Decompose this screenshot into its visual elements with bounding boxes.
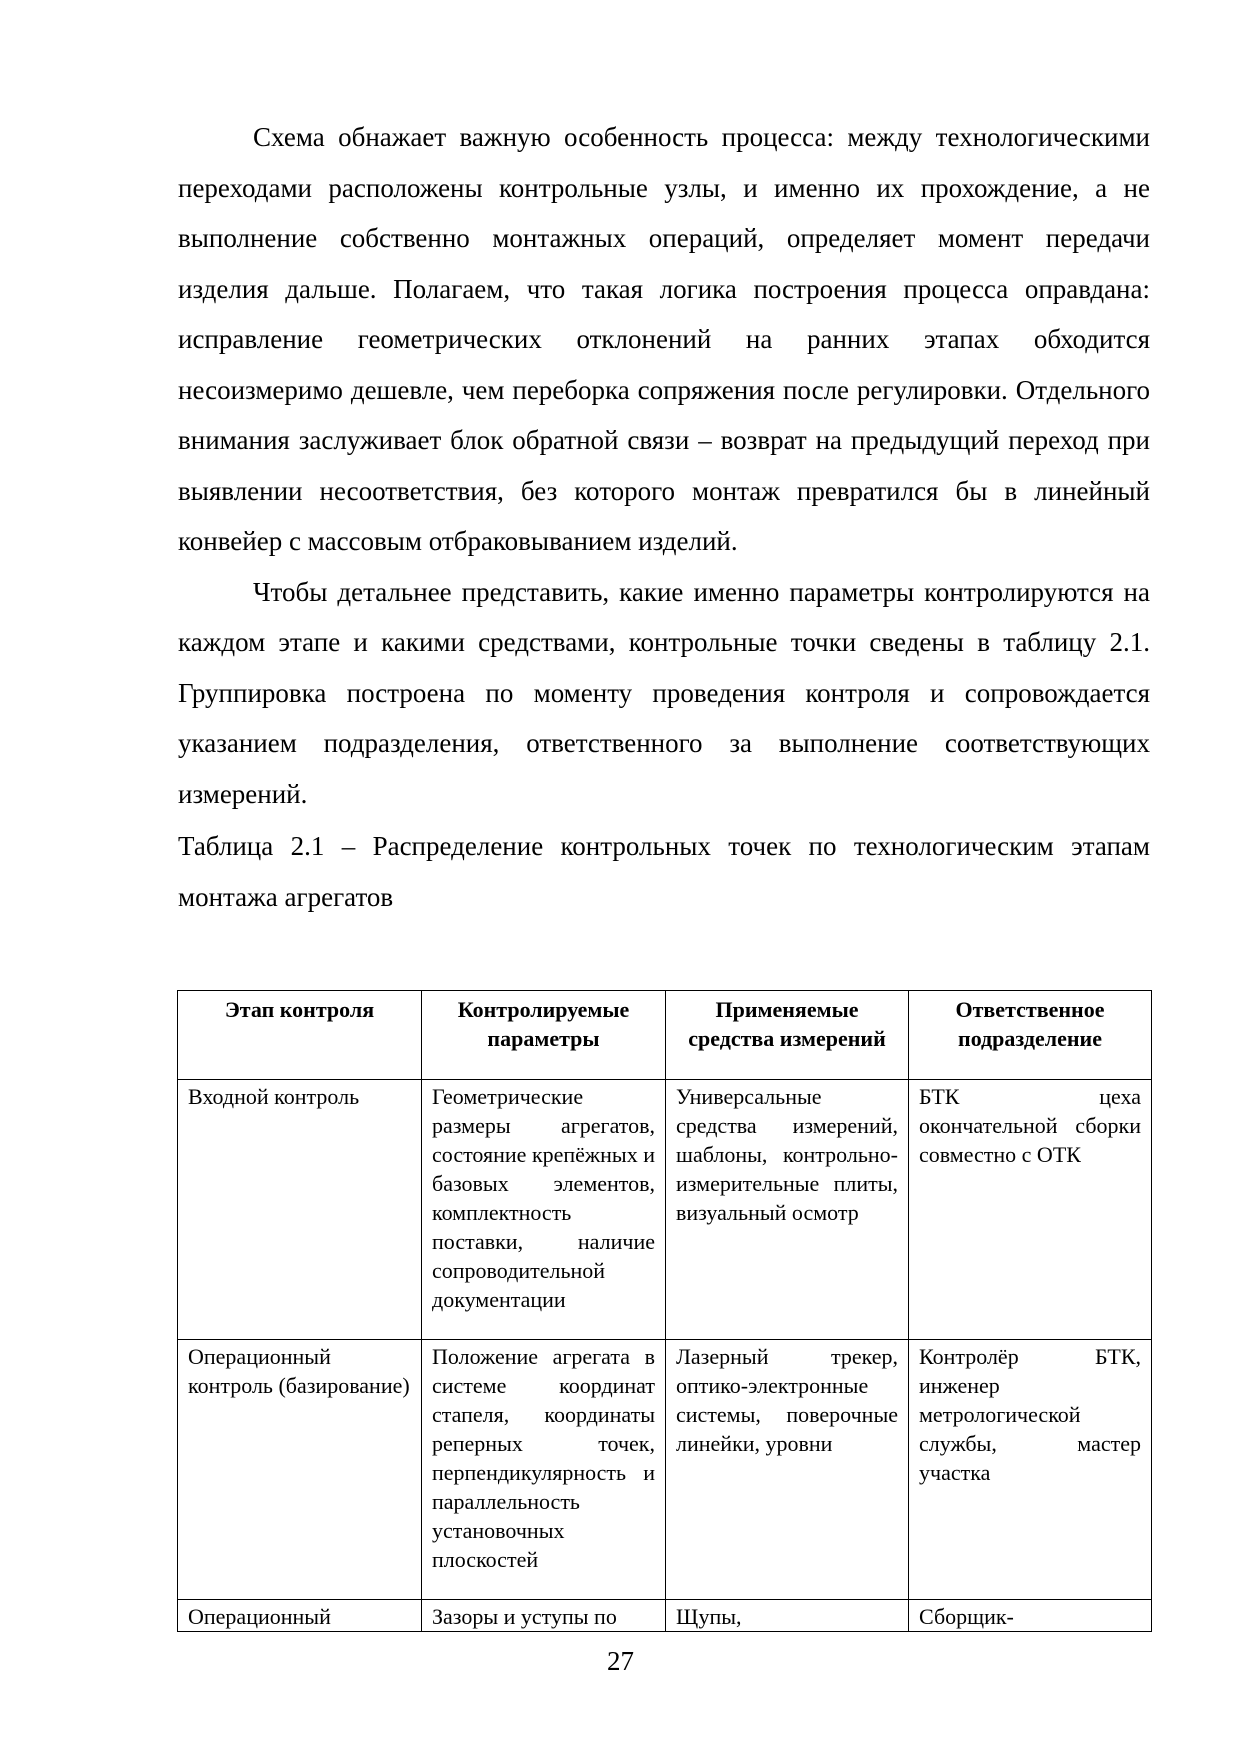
- cell-department: Контролёр БТК, инженер метрологической службы, мастер участка: [909, 1340, 1152, 1600]
- page-number: 27: [607, 1646, 634, 1676]
- header-instruments: Применяемые средства измерений: [666, 991, 909, 1080]
- table-row: [178, 1340, 1152, 1600]
- table-caption: Таблица 2.1 – Распределение контрольных точек по технологическим этапам монтажа агрегатов: [178, 831, 1150, 912]
- table-row: [178, 1080, 1152, 1340]
- cell-instruments: Щупы,: [666, 1600, 909, 1632]
- cell-department: БТК цеха окончательной сборки совместно с ОТК: [909, 1080, 1152, 1340]
- cell-parameters: Геометрические размеры агрегатов, состояние крепёжных и базовых элементов, комплектность поставки, наличие сопроводительной документации: [422, 1080, 666, 1340]
- body-paragraph-1: Схема обнажает важную особенность процесса: между технологическими переходами расположены контрольные узлы, и именно их прохождение, а не выполнение собственно монтажных операций, определяет момент передачи изделия дальше. Полагаем, что такая логика построения процесса оправдана: исправление геометрических отклонений на ранних этапах обходится несоизмеримо дешевле, чем переборка сопряжения после регулировки. Отдельного внимания заслуживает блок обратной связи – возврат на предыдущий переход при выявлении несоответствия, без которого монтаж превратился бы в линейный конвейер с массовым отбраковыванием изделий.: [178, 122, 1150, 556]
- cell-stage: Входной контроль: [178, 1080, 422, 1340]
- cell-parameters: Зазоры и уступы по: [422, 1600, 666, 1632]
- header-stage: Этап контроля: [178, 991, 422, 1080]
- cell-parameters: Положение агрегата в системе координат стапеля, координаты реперных точек, перпендикулярность и параллельность установочных плоскостей: [422, 1340, 666, 1600]
- cell-instruments: Лазерный трекер, оптико-электронные системы, поверочные линейки, уровни: [666, 1340, 909, 1600]
- control-points-table: [177, 990, 1152, 1632]
- header-department: Ответственное подразделение: [909, 991, 1152, 1080]
- cell-stage: Операционный: [178, 1600, 422, 1632]
- cell-instruments: Универсальные средства измерений, шаблоны, контрольно-измерительные плиты, визуальный осмотр: [666, 1080, 909, 1340]
- table-header-row: [178, 991, 1152, 1080]
- cell-stage: Операционный контроль (базирование): [178, 1340, 422, 1600]
- cell-department: Сборщик-: [909, 1600, 1152, 1632]
- table-row: [178, 1600, 1152, 1632]
- body-paragraph-2: Чтобы детальнее представить, какие именно параметры контролируются на каждом этапе и какими средствами, контрольные точки сведены в таблицу 2.1. Группировка построена по моменту проведения контроля и сопровождается указанием подразделения, ответственного за выполнение соответствующих измерений.: [178, 576, 1150, 809]
- header-parameters: Контролируемые параметры: [422, 991, 666, 1080]
- document-body: [178, 112, 1150, 922]
